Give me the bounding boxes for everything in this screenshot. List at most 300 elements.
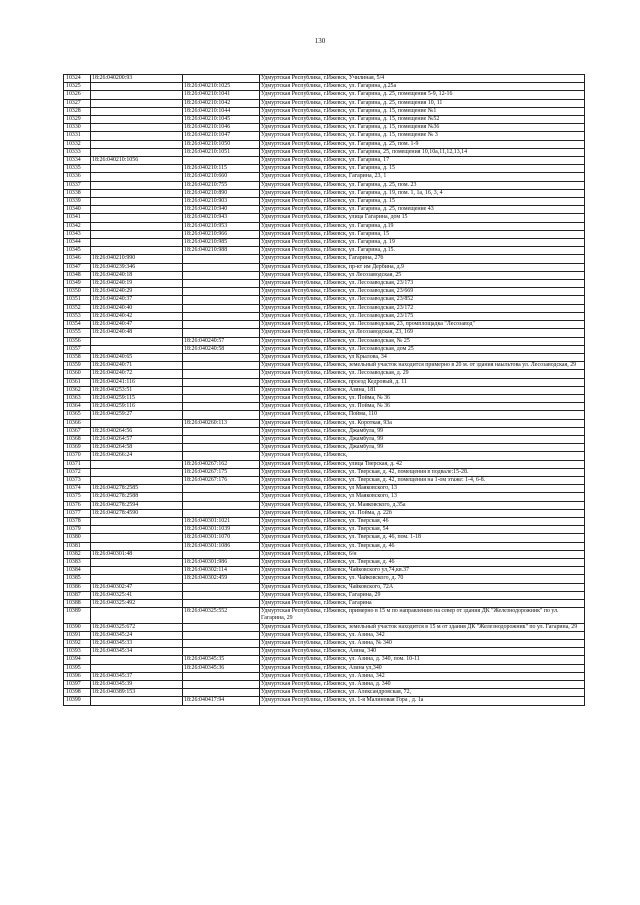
cadastral-number-cell	[91, 132, 183, 140]
object-cadastral-number-cell: 18:26:040240:57	[183, 337, 260, 345]
table-row	[64, 386, 585, 394]
cadastral-number-cell: 18:26:040241:116	[91, 378, 183, 386]
cadastral-number-cell	[91, 116, 183, 124]
cadastral-number-cell: 18:26:040345:37	[91, 672, 183, 680]
cadastral-number-cell: 18:26:040259:27	[91, 411, 183, 419]
cadastral-number-cell	[91, 99, 183, 107]
table-row	[64, 509, 585, 517]
cadastral-number-cell: 18:26:040345:24	[91, 631, 183, 639]
registry-table-body	[64, 75, 585, 706]
table-row	[64, 263, 585, 271]
row-number-cell: 10394	[64, 656, 91, 664]
table-row	[64, 304, 585, 312]
address-cell: Удмуртская Республика, г.Ижевск, Азина ул,340	[260, 664, 585, 672]
row-number-cell: 10372	[64, 468, 91, 476]
row-number-cell: 10375	[64, 493, 91, 501]
object-cadastral-number-cell: 18:26:040345:35	[183, 656, 260, 664]
row-number-cell: 10339	[64, 198, 91, 206]
cadastral-number-cell	[91, 542, 183, 550]
row-number-cell: 10374	[64, 485, 91, 493]
object-cadastral-number-cell: 18:26:040325:552	[183, 608, 260, 623]
table-row	[64, 476, 585, 484]
object-cadastral-number-cell: 18:26:040345:36	[183, 664, 260, 672]
address-cell: Удмуртская Республика, г.Ижевск, ул. Гагарина, д. 25, помещения 5-9, 12-16	[260, 91, 585, 99]
row-number-cell: 10393	[64, 648, 91, 656]
cadastral-number-cell	[91, 214, 183, 222]
table-row	[64, 444, 585, 452]
row-number-cell: 10386	[64, 583, 91, 591]
address-cell: Удмуртская Республика, г.Ижевск, ул. Гагарина, д.25а	[260, 83, 585, 91]
address-cell: Удмуртская Республика, г.Ижевск, ул. Гагарина, 17	[260, 157, 585, 165]
row-number-cell: 10377	[64, 509, 91, 517]
address-cell: Удмуртская Республика, г.Ижевск, Гагарина, 23, 1	[260, 173, 585, 181]
table-row	[64, 411, 585, 419]
row-number-cell: 10370	[64, 452, 91, 460]
object-cadastral-number-cell: 18:26:040210:940	[183, 206, 260, 214]
cadastral-number-cell	[91, 173, 183, 181]
row-number-cell: 10341	[64, 214, 91, 222]
address-cell: Удмуртская Республика, г.Ижевск, ул. Лесозаводская, 23/669	[260, 288, 585, 296]
object-cadastral-number-cell: 18:26:040210:1046	[183, 124, 260, 132]
cadastral-number-cell	[91, 206, 183, 214]
row-number-cell: 10324	[64, 75, 91, 83]
cadastral-number-cell: 18:26:040325:492	[91, 600, 183, 608]
cadastral-number-cell	[91, 148, 183, 156]
row-number-cell: 10367	[64, 427, 91, 435]
row-number-cell: 10381	[64, 542, 91, 550]
table-row	[64, 296, 585, 304]
object-cadastral-number-cell: 18:26:040210:985	[183, 239, 260, 247]
cadastral-number-cell: 18:26:040278:4590	[91, 509, 183, 517]
row-number-cell: 10353	[64, 312, 91, 320]
address-cell: Удмуртская Республика, г.Ижевск, ул. Лесозаводская, 23/175	[260, 312, 585, 320]
cadastral-number-cell: 18:26:040325:41	[91, 591, 183, 599]
cadastral-number-cell	[91, 419, 183, 427]
table-row	[64, 631, 585, 639]
address-cell: Удмуртская Республика, г.Ижевск, ул. Тверская, д. 42, помещения в подвале:15-28.	[260, 468, 585, 476]
address-cell: Удмуртская Республика, г.Ижевск, ул. Чайковского, д. 70	[260, 575, 585, 583]
object-cadastral-number-cell: 18:26:040301:1070	[183, 534, 260, 542]
row-number-cell: 10396	[64, 672, 91, 680]
object-cadastral-number-cell	[183, 509, 260, 517]
cadastral-number-cell: 18:26:040264:58	[91, 444, 183, 452]
row-number-cell: 10397	[64, 681, 91, 689]
cadastral-number-cell: 18:26:040210:1056	[91, 157, 183, 165]
row-number-cell: 10384	[64, 567, 91, 575]
table-row	[64, 501, 585, 509]
object-cadastral-number-cell	[183, 452, 260, 460]
object-cadastral-number-cell: 18:26:040260:113	[183, 419, 260, 427]
address-cell: Удмуртская Республика, г.Ижевск, ул. Лесозаводская, д. 29	[260, 370, 585, 378]
object-cadastral-number-cell	[183, 288, 260, 296]
row-number-cell: 10369	[64, 444, 91, 452]
address-cell: Удмуртская Республика, г.Ижевск, ул. Лесозаводская, 23, промплощадка "Лесозавод"	[260, 321, 585, 329]
row-number-cell: 10360	[64, 370, 91, 378]
table-row	[64, 370, 585, 378]
object-cadastral-number-cell	[183, 271, 260, 279]
cadastral-number-cell	[91, 534, 183, 542]
object-cadastral-number-cell	[183, 75, 260, 83]
table-row	[64, 99, 585, 107]
cadastral-number-cell	[91, 198, 183, 206]
object-cadastral-number-cell	[183, 255, 260, 263]
table-row	[64, 567, 585, 575]
table-row	[64, 255, 585, 263]
table-row	[64, 672, 585, 680]
table-row	[64, 608, 585, 623]
address-cell: Удмуртская Республика, г.Ижевск, Училиная, 5/4	[260, 75, 585, 83]
address-cell: Удмуртская Республика, г.Ижевск, ул. Азина, д. 340	[260, 681, 585, 689]
object-cadastral-number-cell: 18:26:040210:755	[183, 181, 260, 189]
table-row	[64, 558, 585, 566]
row-number-cell: 10387	[64, 591, 91, 599]
cadastral-number-cell: 18:26:040240:48	[91, 329, 183, 337]
row-number-cell: 10388	[64, 600, 91, 608]
row-number-cell: 10391	[64, 631, 91, 639]
address-cell: Удмуртская Республика, г.Ижевск, Гагарина, 29	[260, 591, 585, 599]
address-cell: Удмуртская Республика, г.Ижевск, ул. Маяковского, д.35а	[260, 501, 585, 509]
object-cadastral-number-cell	[183, 485, 260, 493]
table-row	[64, 419, 585, 427]
object-cadastral-number-cell	[183, 640, 260, 648]
table-row	[64, 689, 585, 697]
object-cadastral-number-cell	[183, 501, 260, 509]
object-cadastral-number-cell	[183, 427, 260, 435]
object-cadastral-number-cell: 18:26:040302:114	[183, 567, 260, 575]
table-row	[64, 189, 585, 197]
address-cell: Удмуртская Республика, г.Ижевск, ул. Гагарина, д. 19, пом. 1, 1а, 16, 3, 4	[260, 189, 585, 197]
address-cell: Удмуртская Республика, г.Ижевск, ул. Тверская, 46	[260, 517, 585, 525]
row-number-cell: 10334	[64, 157, 91, 165]
cadastral-number-cell	[91, 83, 183, 91]
object-cadastral-number-cell: 18:26:040210:1025	[183, 83, 260, 91]
address-cell: Удмуртская Республика, г.Ижевск, пр-кт им Дербина, д.9	[260, 263, 585, 271]
cadastral-number-cell	[91, 124, 183, 132]
table-row	[64, 280, 585, 288]
table-row	[64, 132, 585, 140]
address-cell: Удмуртская Республика, г.Ижевск, проезд Кедровый, д. 11	[260, 378, 585, 386]
object-cadastral-number-cell: 18:26:040210:903	[183, 198, 260, 206]
address-cell: Удмуртская Республика, г.Ижевск, ул Маяковского, 13	[260, 485, 585, 493]
table-row	[64, 353, 585, 361]
object-cadastral-number-cell	[183, 312, 260, 320]
row-number-cell: 10351	[64, 296, 91, 304]
cadastral-number-cell: 18:26:040240:42	[91, 312, 183, 320]
address-cell: Удмуртская Республика, г.Ижевск, улица Тверская, д. 42	[260, 460, 585, 468]
row-number-cell: 10376	[64, 501, 91, 509]
row-number-cell: 10371	[64, 460, 91, 468]
cadastral-number-cell	[91, 189, 183, 197]
object-cadastral-number-cell: 18:26:040210:1045	[183, 116, 260, 124]
cadastral-number-cell: 18:26:040345:34	[91, 648, 183, 656]
address-cell: Удмуртская Республика, г.Ижевск, ул. Гагарина, д. 19	[260, 239, 585, 247]
address-cell: Удмуртская Республика, г.Ижевск, земельный участок находится в 15 м от здания ДК "Железнодорожник" по ул. Гагарина, 29	[260, 623, 585, 631]
row-number-cell: 10350	[64, 288, 91, 296]
object-cadastral-number-cell	[183, 157, 260, 165]
row-number-cell: 10336	[64, 173, 91, 181]
address-cell: Удмуртская Республика, г.Ижевск, Джамбула, 99	[260, 444, 585, 452]
cadastral-number-cell	[91, 476, 183, 484]
cadastral-number-cell	[91, 517, 183, 525]
cadastral-number-cell: 18:26:040240:19	[91, 280, 183, 288]
address-cell: Удмуртская Республика, г.Ижевск, земельный участок находится примерно в 20 м. от здания наыльтова ул. Лесозаводская, 29	[260, 362, 585, 370]
object-cadastral-number-cell: 18:26:040210:890	[183, 189, 260, 197]
row-number-cell: 10363	[64, 394, 91, 402]
address-cell: Удмуртская Республика, г.Ижевск, ул. Лесозаводская, 23/172	[260, 304, 585, 312]
address-cell: Удмуртская Республика, г.Ижевск, ул. Тверская, 54	[260, 526, 585, 534]
table-row	[64, 591, 585, 599]
object-cadastral-number-cell	[183, 631, 260, 639]
address-cell: Удмуртская Республика, г.Ижевск, ул Лесозаводская, 23, 169	[260, 329, 585, 337]
cadastral-number-cell	[91, 697, 183, 705]
table-row	[64, 271, 585, 279]
object-cadastral-number-cell: 18:26:040210:943	[183, 214, 260, 222]
object-cadastral-number-cell	[183, 550, 260, 558]
row-number-cell: 10326	[64, 91, 91, 99]
object-cadastral-number-cell: 18:26:040210:660	[183, 173, 260, 181]
table-row	[64, 345, 585, 353]
address-cell: Удмуртская Республика, г.Ижевск, Азина, 340	[260, 648, 585, 656]
cadastral-number-cell: 18:26:040278:2588	[91, 493, 183, 501]
address-cell: Удмуртская Республика, г.Ижевск, ул. Азина, 342	[260, 672, 585, 680]
table-row	[64, 230, 585, 238]
address-cell: Удмуртская Республика, г.Ижевск, ул. Лесозаводская, № 25	[260, 337, 585, 345]
cadastral-number-cell	[91, 181, 183, 189]
row-number-cell: 10390	[64, 623, 91, 631]
table-row	[64, 165, 585, 173]
row-number-cell: 10347	[64, 263, 91, 271]
cadastral-number-cell	[91, 608, 183, 623]
row-number-cell: 10378	[64, 517, 91, 525]
object-cadastral-number-cell	[183, 378, 260, 386]
address-cell: Удмуртская Республика, г.Ижевск, ул. Гагарина, д.19	[260, 222, 585, 230]
object-cadastral-number-cell	[183, 493, 260, 501]
table-row	[64, 198, 585, 206]
object-cadastral-number-cell: 18:26:040210:1051	[183, 148, 260, 156]
address-cell: Удмуртская Республика, г.Ижевск, примерно в 15 м по направлению на север от здания ДК "Железнодорожник" по ул. Гагарина, 29	[260, 608, 585, 623]
object-cadastral-number-cell	[183, 689, 260, 697]
address-cell: Удмуртская Республика, г.Ижевск, ул Маяковского, 13	[260, 493, 585, 501]
cadastral-number-cell: 18:26:040210:990	[91, 255, 183, 263]
table-row	[64, 697, 585, 705]
address-cell: Удмуртская Республика, г.Ижевск, ул. Азина, 342	[260, 631, 585, 639]
object-cadastral-number-cell: 18:26:040210:953	[183, 222, 260, 230]
object-cadastral-number-cell: 18:26:040301:986	[183, 558, 260, 566]
table-row	[64, 173, 585, 181]
table-row	[64, 222, 585, 230]
address-cell: Удмуртская Республика, г.Ижевск, Чайковского, 72А	[260, 583, 585, 591]
table-row	[64, 656, 585, 664]
table-row	[64, 247, 585, 255]
row-number-cell: 10346	[64, 255, 91, 263]
table-row	[64, 362, 585, 370]
object-cadastral-number-cell: 18:26:040210:988	[183, 247, 260, 255]
cadastral-number-cell	[91, 558, 183, 566]
cadastral-number-cell: 18:26:040240:65	[91, 353, 183, 361]
table-row	[64, 648, 585, 656]
cadastral-number-cell: 18:26:040278:2594	[91, 501, 183, 509]
object-cadastral-number-cell: 18:26:040210:1042	[183, 99, 260, 107]
table-row	[64, 623, 585, 631]
row-number-cell: 10337	[64, 181, 91, 189]
object-cadastral-number-cell: 18:26:040210:966	[183, 230, 260, 238]
table-row	[64, 542, 585, 550]
table-row	[64, 493, 585, 501]
row-number-cell: 10361	[64, 378, 91, 386]
address-cell: Удмуртская Республика, г.Ижевск, ул. Гагарина, д. 15	[260, 165, 585, 173]
address-cell: Удмуртская Республика, г.Ижевск, ул. Гагарина, д.15.	[260, 247, 585, 255]
object-cadastral-number-cell	[183, 263, 260, 271]
table-row	[64, 116, 585, 124]
row-number-cell: 10340	[64, 206, 91, 214]
row-number-cell: 10382	[64, 550, 91, 558]
cadastral-number-cell: 18:26:040266:24	[91, 452, 183, 460]
address-cell: Удмуртская Республика, г.Ижевск, улица Гагарина, дом 15	[260, 214, 585, 222]
object-cadastral-number-cell	[183, 362, 260, 370]
cadastral-number-cell: 18:26:040240:72	[91, 370, 183, 378]
table-row	[64, 140, 585, 148]
object-cadastral-number-cell	[183, 623, 260, 631]
cadastral-number-cell: 18:26:040239:346	[91, 263, 183, 271]
table-row	[64, 468, 585, 476]
row-number-cell: 10359	[64, 362, 91, 370]
row-number-cell: 10332	[64, 140, 91, 148]
row-number-cell: 10385	[64, 575, 91, 583]
cadastral-number-cell	[91, 107, 183, 115]
table-row	[64, 600, 585, 608]
object-cadastral-number-cell	[183, 600, 260, 608]
table-row	[64, 337, 585, 345]
cadastral-number-cell	[91, 460, 183, 468]
address-cell: Удмуртская Республика, г.Ижевск, ул. Азина, д. 340, пом. 10-11	[260, 656, 585, 664]
object-cadastral-number-cell	[183, 353, 260, 361]
cadastral-number-cell: 18:26:040240:71	[91, 362, 183, 370]
cadastral-number-cell	[91, 222, 183, 230]
row-number-cell: 10362	[64, 386, 91, 394]
row-number-cell: 10383	[64, 558, 91, 566]
table-row	[64, 575, 585, 583]
object-cadastral-number-cell	[183, 672, 260, 680]
object-cadastral-number-cell	[183, 583, 260, 591]
cadastral-number-cell	[91, 165, 183, 173]
cadastral-number-cell	[91, 526, 183, 534]
object-cadastral-number-cell	[183, 296, 260, 304]
address-cell: Удмуртская Республика, г.Ижевск, Джамбула, 99	[260, 435, 585, 443]
table-row	[64, 91, 585, 99]
row-number-cell: 10343	[64, 230, 91, 238]
object-cadastral-number-cell	[183, 280, 260, 288]
row-number-cell: 10329	[64, 116, 91, 124]
row-number-cell: 10331	[64, 132, 91, 140]
cadastral-number-cell: 18:26:040345:39	[91, 681, 183, 689]
address-cell: Удмуртская Республика, г.Ижевск, ул. Александровская, 72,	[260, 689, 585, 697]
table-row	[64, 206, 585, 214]
object-cadastral-number-cell	[183, 403, 260, 411]
table-row	[64, 321, 585, 329]
row-number-cell: 10335	[64, 165, 91, 173]
row-number-cell: 10327	[64, 99, 91, 107]
cadastral-number-cell: 18:26:040259:116	[91, 403, 183, 411]
row-number-cell: 10379	[64, 526, 91, 534]
address-cell: Удмуртская Республика, г.Ижевск, ул. Гагарина, д. 25, помещение 43	[260, 206, 585, 214]
cadastral-number-cell: 18:26:040264:57	[91, 435, 183, 443]
object-cadastral-number-cell	[183, 648, 260, 656]
table-row	[64, 394, 585, 402]
row-number-cell: 10356	[64, 337, 91, 345]
cadastral-number-cell: 18:26:040264:56	[91, 427, 183, 435]
table-row	[64, 427, 585, 435]
address-cell: Удмуртская Республика, г.Ижевск, ул. Пойма, д. 22б	[260, 509, 585, 517]
object-cadastral-number-cell: 18:26:040267:162	[183, 460, 260, 468]
table-row	[64, 329, 585, 337]
object-cadastral-number-cell	[183, 304, 260, 312]
address-cell: Удмуртская Республика, г.Ижевск, ул. Гагарина, д. 25, помещения 10, 11	[260, 99, 585, 107]
object-cadastral-number-cell: 18:26:040210:1047	[183, 132, 260, 140]
row-number-cell: 10364	[64, 403, 91, 411]
object-cadastral-number-cell	[183, 329, 260, 337]
address-cell: Удмуртская Республика, г.Ижевск, Пойма, 110	[260, 411, 585, 419]
table-row	[64, 239, 585, 247]
page-number: 130	[314, 37, 326, 45]
cadastral-number-cell	[91, 575, 183, 583]
cadastral-number-cell: 18:26:040200:93	[91, 75, 183, 83]
registry-table	[63, 74, 585, 706]
cadastral-number-cell: 18:26:040240:47	[91, 321, 183, 329]
object-cadastral-number-cell	[183, 681, 260, 689]
row-number-cell: 10355	[64, 329, 91, 337]
address-cell: Удмуртская Республика, г.Ижевск, ул. 1-я Малиновая Гора , д. 1а	[260, 697, 585, 705]
table-row	[64, 83, 585, 91]
address-cell: Удмуртская Республика, г.Ижевск, ул. Лесозаводская, дом 25	[260, 345, 585, 353]
table-row	[64, 681, 585, 689]
row-number-cell: 10348	[64, 271, 91, 279]
row-number-cell: 10342	[64, 222, 91, 230]
address-cell: Удмуртская Республика, г.Ижевск, Джамбула, 99	[260, 427, 585, 435]
cadastral-number-cell	[91, 91, 183, 99]
table-row	[64, 124, 585, 132]
row-number-cell: 10389	[64, 608, 91, 623]
table-row	[64, 157, 585, 165]
row-number-cell: 10392	[64, 640, 91, 648]
object-cadastral-number-cell	[183, 411, 260, 419]
row-number-cell: 10373	[64, 476, 91, 484]
object-cadastral-number-cell: 18:26:040267:175	[183, 468, 260, 476]
cadastral-number-cell: 18:26:040259:115	[91, 394, 183, 402]
cadastral-number-cell	[91, 567, 183, 575]
table-row	[64, 452, 585, 460]
cadastral-number-cell	[91, 337, 183, 345]
cadastral-number-cell: 18:26:040253:51	[91, 386, 183, 394]
row-number-cell: 10358	[64, 353, 91, 361]
cadastral-number-cell	[91, 468, 183, 476]
address-cell: Удмуртская Республика, г.Ижевск, Гагарина, 27б	[260, 255, 585, 263]
table-row	[64, 583, 585, 591]
object-cadastral-number-cell	[183, 591, 260, 599]
address-cell: Удмуртская Республика, г.Ижевск, Азина, 181	[260, 386, 585, 394]
address-cell: Удмуртская Республика, г.Ижевск, ул. Лесозаводская, 23/173	[260, 280, 585, 288]
object-cadastral-number-cell	[183, 321, 260, 329]
row-number-cell: 10333	[64, 148, 91, 156]
table-row	[64, 148, 585, 156]
cadastral-number-cell: 18:26:040278:2585	[91, 485, 183, 493]
address-cell: Удмуртская Республика, г.Ижевск, ул. Лесозаводская, 23/852	[260, 296, 585, 304]
object-cadastral-number-cell	[183, 394, 260, 402]
address-cell: Удмуртская Республика, г.Ижевск, ул. Пойма, № 36	[260, 394, 585, 402]
address-cell: Удмуртская Республика, г.Ижевск, ул. Гагарина, д. 25, пом. 23	[260, 181, 585, 189]
cadastral-number-cell: 18:26:040301:48	[91, 550, 183, 558]
table-row	[64, 460, 585, 468]
address-cell: Удмуртская Республика, г.Ижевск, ул Лесозаводская, 25	[260, 271, 585, 279]
